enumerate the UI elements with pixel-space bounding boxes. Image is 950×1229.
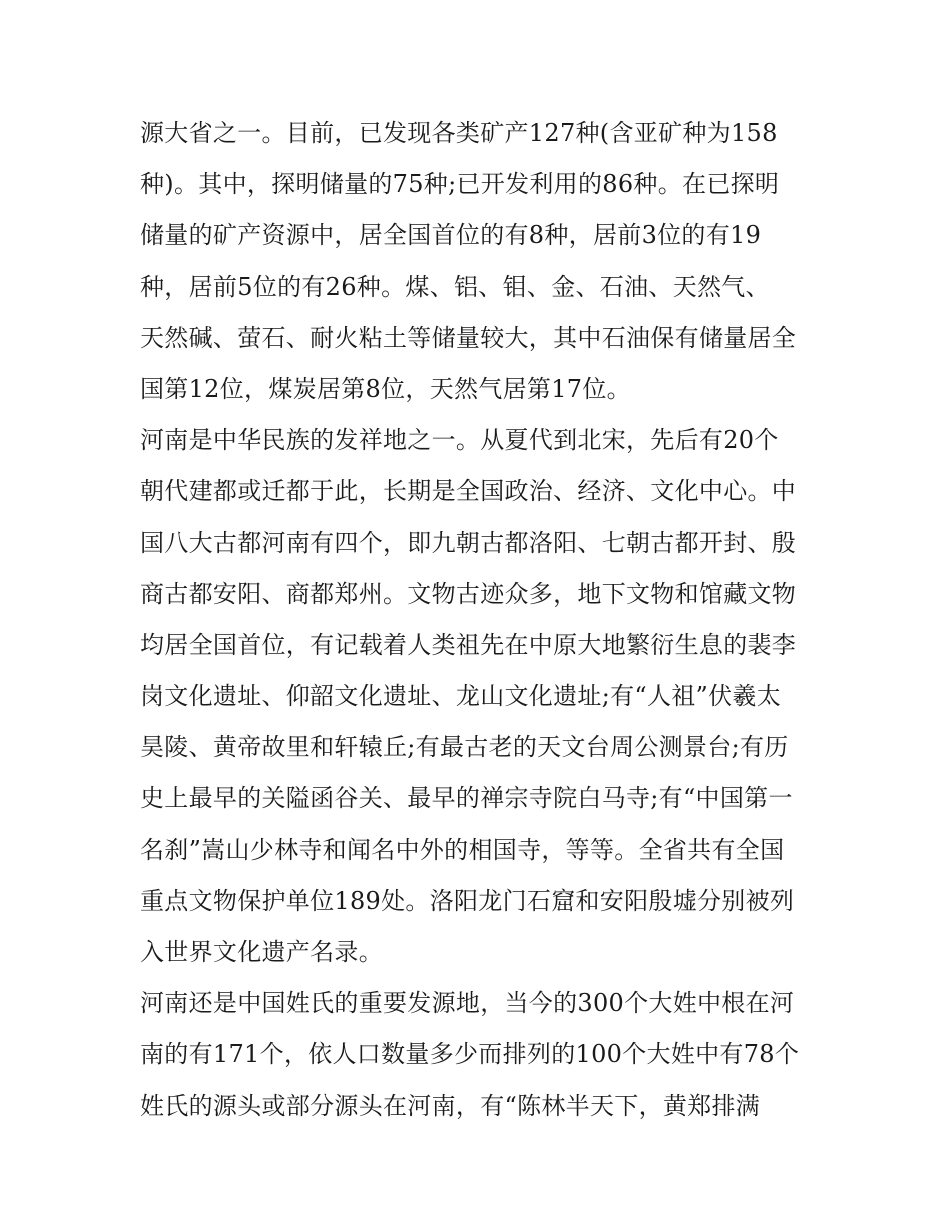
text-line: 岗文化遗址、仰韶文化遗址、龙山文化遗址;有“人祖”伏羲太 bbox=[140, 682, 782, 711]
text-line: 天然碱、萤石、耐火粘土等储量较大，其中石油保有储量居全 bbox=[140, 323, 797, 352]
text-line: 均居全国首位，有记载着人类祖先在中原大地繁衍生息的裴李 bbox=[140, 630, 797, 659]
text-line: 史上最早的关隘函谷关、最早的禅宗寺院白马寺;有“中国第一 bbox=[140, 784, 793, 813]
paragraph-surnames bbox=[140, 978, 830, 1132]
text-line: 商古都安阳、商都郑州。文物古迹众多，地下文物和馆藏文物 bbox=[140, 579, 797, 608]
text-line: 名刹”嵩山少林寺和闻名中外的相国寺，等等。全省共有全国 bbox=[140, 835, 785, 864]
document-page bbox=[140, 108, 830, 1132]
text-line: 姓氏的源头或部分源头在河南，有“陈林半天下，黄郑排满 bbox=[140, 1091, 761, 1120]
text-line: 种，居前5位的有26种。煤、铝、钼、金、石油、天然气、 bbox=[140, 272, 770, 301]
text-line: 河南还是中国姓氏的重要发源地，当今的300个大姓中根在河 bbox=[140, 989, 795, 1018]
text-line: 国八大古都河南有四个，即九朝古都洛阳、七朝古都开封、殷 bbox=[140, 528, 797, 557]
text-line: 南的有171个，依人口数量多少而排列的100个大姓中有78个 bbox=[140, 1040, 800, 1069]
text-line: 河南是中华民族的发祥地之一。从夏代到北宋，先后有20个 bbox=[140, 426, 779, 455]
text-line: 国第12位，煤炭居第8位，天然气居第17位。 bbox=[140, 374, 631, 403]
text-line: 重点文物保护单位189处。洛阳龙门石窟和安阳殷墟分别被列 bbox=[140, 886, 795, 915]
text-line: 入世界文化遗产名录。 bbox=[140, 938, 383, 966]
paragraph-history-culture bbox=[140, 415, 830, 978]
text-line: 种)。其中，探明储量的75种;已开发利用的86种。在已探明 bbox=[140, 170, 780, 199]
paragraph-mineral-resources bbox=[140, 108, 830, 415]
text-line: 储量的矿产资源中，居全国首位的有8种，居前3位的有19 bbox=[140, 221, 762, 250]
text-line: 朝代建都或迁都于此，长期是全国政治、经济、文化中心。中 bbox=[140, 477, 797, 506]
text-line: 源大省之一。目前，已发现各类矿产127种(含亚矿种为158 bbox=[140, 119, 778, 147]
text-line: 昊陵、黄帝故里和轩辕丘;有最古老的天文台周公测景台;有历 bbox=[140, 733, 789, 762]
